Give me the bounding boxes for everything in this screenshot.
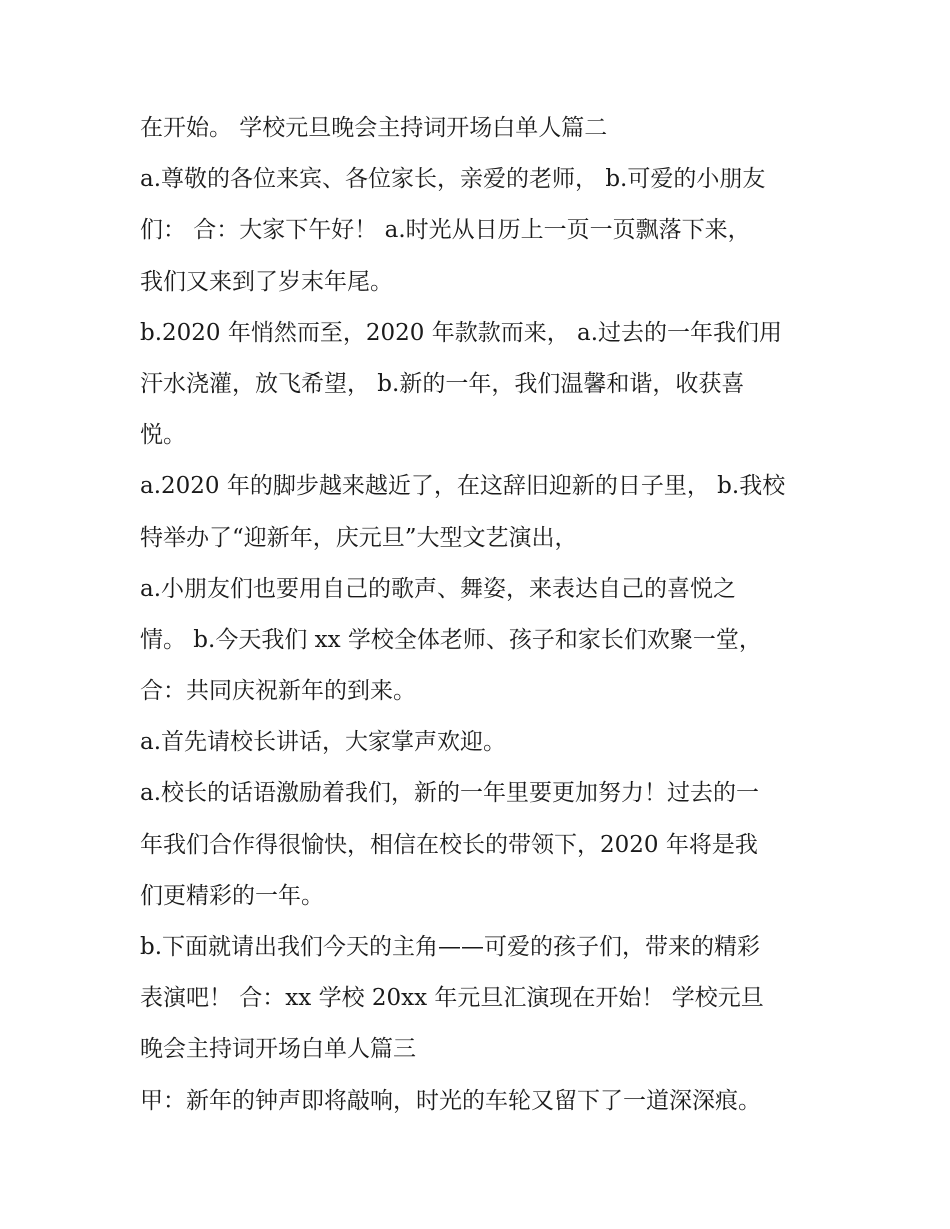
text-line: 特举办了“迎新年，庆元旦”大型文艺演出， <box>140 524 578 551</box>
text-line: 情。 b.今天我们 xx 学校全体老师、孩子和家长们欢聚一堂， <box>140 626 762 653</box>
text-line: b.下面就请出我们今天的主角——可爱的孩子们，带来的精彩 <box>140 934 761 960</box>
text-line: 合：共同庆祝新年的到来。 <box>140 678 416 705</box>
text-line: a.首先请校长讲话，大家掌声欢迎。 <box>140 729 507 756</box>
text-line: 悦。 <box>140 422 186 449</box>
text-line: 们更精彩的一年。 <box>140 882 324 909</box>
text-line: a.尊敬的各位来宾、各位家长，亲爱的老师， b.可爱的小朋友 <box>140 166 766 193</box>
text-line: a.小朋友们也要用自己的歌声、舞姿，来表达自己的喜悦之 <box>140 575 737 602</box>
text-line: 表演吧！ 合：xx 学校 20xx 年元旦汇演现在开始！ 学校元旦 <box>140 985 764 1012</box>
text-line: a.校长的话语激励着我们，新的一年里要更加努力！过去的一 <box>140 780 760 807</box>
text-line: 汗水浇灌，放飞希望， b.新的一年，我们温馨和谐，收获喜 <box>140 370 745 397</box>
text-line: a.2020 年的脚步越来越近了，在这辞旧迎新的日子里， b.我校 <box>140 473 786 500</box>
text-line: 甲：新年的钟声即将敲响，时光的车轮又留下了一道深深痕。 <box>140 1087 761 1114</box>
document-body <box>140 108 830 1132</box>
text-line: 们： 合：大家下午好！ a.时光从日历上一页一页飘落下来， <box>140 217 751 244</box>
text-line: 在开始。 学校元旦晚会主持词开场白单人篇二 <box>140 115 608 141</box>
text-line: 年我们合作得很愉快，相信在校长的带领下，2020 年将是我 <box>140 831 758 858</box>
text-line: 晚会主持词开场白单人篇三 <box>140 1036 416 1063</box>
text-line: b.2020 年悄然而至，2020 年款款而来， a.过去的一年我们用 <box>140 319 783 346</box>
text-line: 我们又来到了岁末年尾。 <box>140 268 393 295</box>
